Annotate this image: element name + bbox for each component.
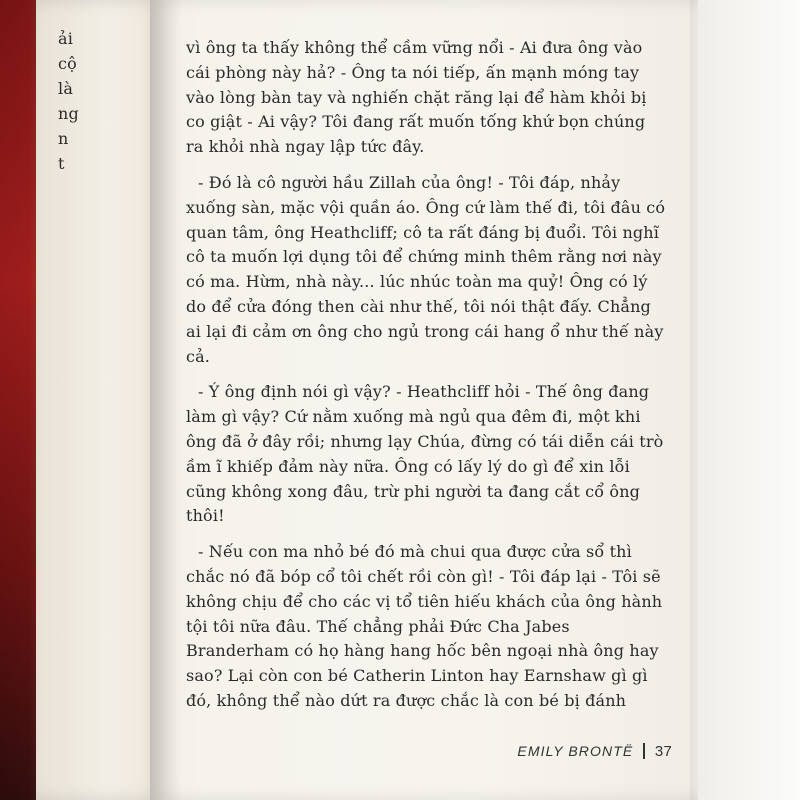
left-page-fragments: [58, 26, 118, 306]
footer-divider: [643, 743, 645, 759]
paragraph-4: - Nếu con ma nhỏ bé đó mà chui qua được cửa sổ thì chắc nó đã bóp cổ tôi chết rồi còn gì! - Tôi đáp lại - Tôi sẽ không chịu để cho các vị tổ tiên hiếu khách của ông hành tội tôi nữa đâu. Thế chẳng phải Đức Cha Jabes Branderham có họ hàng hang hốc bên ngoại nhà ông hay sao? Lại còn con bé Catherin Linton hay Earnshaw gì gì đó, không thể nào dứt ra được chắc là con bé bị đánh: [186, 542, 663, 710]
paragraph-2: - Đó là cô người hầu Zillah của ông! - Tôi đáp, nhảy xuống sàn, mặc vội quần áo. Ông cứ làm thế đi, tôi đâu có quan tâm, ông Heathcliff; cô ta rất đáng bị đuổi. Tôi nghĩ cô ta muốn lợi dụng tôi để chứng minh thêm rằng nơi này có ma. Hừm, nhà này... lúc nhúc toàn ma quỷ! Ông có lý do để cửa đóng then cài như thế, tôi nói thật đấy. Chẳng ai lại đi cảm ơn ông cho ngủ trong cái hang ổ như thế này cả.: [186, 172, 666, 366]
left-fragment-1: ải: [58, 29, 74, 48]
page-shadow: [150, 0, 182, 800]
left-fragment-4: ng: [58, 104, 79, 123]
page-number: 37: [654, 742, 672, 760]
red-cover-strip: [0, 0, 36, 800]
author-name: EMILY BRONTË: [517, 743, 634, 759]
paragraph-3: - Ý ông định nói gì vậy? - Heathcliff hỏi - Thế ông đang làm gì vậy? Cứ nằm xuống mà ngủ qua đêm đi, một khi ông đã ở đây rồi; nhưng lạy Chúa, đừng có tái diễn cái trò ầm ĩ khiếp đảm này nữa. Ông có lấy lý do gì để xin lỗi cũng không xong đâu, trừ phi người ta đang cắt cổ ông thôi!: [186, 382, 664, 526]
page-footer: [512, 736, 672, 766]
left-fragment-2: cộ: [58, 54, 77, 73]
left-fragment-6: t: [58, 154, 65, 173]
left-fragment-5: n: [58, 129, 69, 148]
left-fragment-3: là: [58, 79, 74, 98]
background-surface: [698, 0, 800, 800]
paragraph-1: vì ông ta thấy không thể cầm vững nổi - Ai đưa ông vào cái phòng này hả? - Ông ta nói tiếp, ấn mạnh móng tay vào lòng bàn tay và nghiến chặt răng lại để hàm khỏi bị co giật - Ai vậy? Tôi đang rất muốn tống khứ bọn chúng ra khỏi nhà ngay lập tức đây.: [186, 38, 647, 157]
page-text: [186, 36, 666, 716]
